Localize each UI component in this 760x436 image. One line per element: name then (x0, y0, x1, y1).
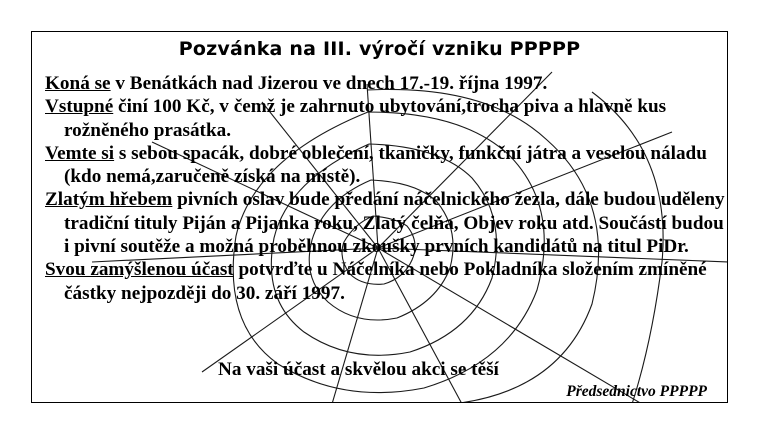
invitation-title: Pozvánka na III. výročí vzniku PPPPP (178, 38, 581, 60)
paragraph-rsvp (45, 258, 725, 305)
paragraph-bring (45, 142, 725, 189)
paragraph-highlight (45, 188, 725, 258)
paragraph-text: s sebou spacák, dobré oblečení, tkaničky, funkční játra a veselou náladu (kdo nemá,zaručeně získá na místě). (64, 142, 707, 188)
paragraph-lead: Vstupné (45, 96, 114, 118)
paragraph-venue (45, 72, 725, 95)
invitation-card (31, 31, 728, 403)
paragraph-text: činí 100 Kč, v čemž je zahrnuto ubytování,trocha piva a hlavně kus rožněného prasátka. (64, 96, 667, 141)
paragraph-lead: Koná se (45, 73, 111, 94)
invitation-body (45, 72, 725, 305)
paragraph-text: v Benátkách nad Jizerou ve dnech 17.-19. října 1997. (110, 73, 548, 94)
paragraph-lead: Svou zamýšlenou účast (45, 259, 234, 281)
paragraph-text: pivních oslav bude předání náčelnického žezla, dále budou uděleny tradiční tituly Piján a Pijanka roku, Zlatý čelňa, Objev roku atd. Součástí budou i pivní soutěže a možná proběhnou zkoušky prvních kandidátů na titul PiDr. (64, 189, 725, 258)
signature: Předsednictvo PPPPP (566, 383, 707, 400)
paragraph-text: potvrďte u Náčelníka nebo Pokladníka složením zmíněné částky nejpozději do 30. září 1997. (64, 259, 707, 304)
paragraph-lead: Zlatým hřebem (45, 189, 173, 211)
paragraph-fee (45, 95, 725, 142)
closing-line: Na vaši účast a skvělou akci se těší (218, 359, 499, 380)
paragraph-lead: Vemte si (45, 142, 115, 164)
